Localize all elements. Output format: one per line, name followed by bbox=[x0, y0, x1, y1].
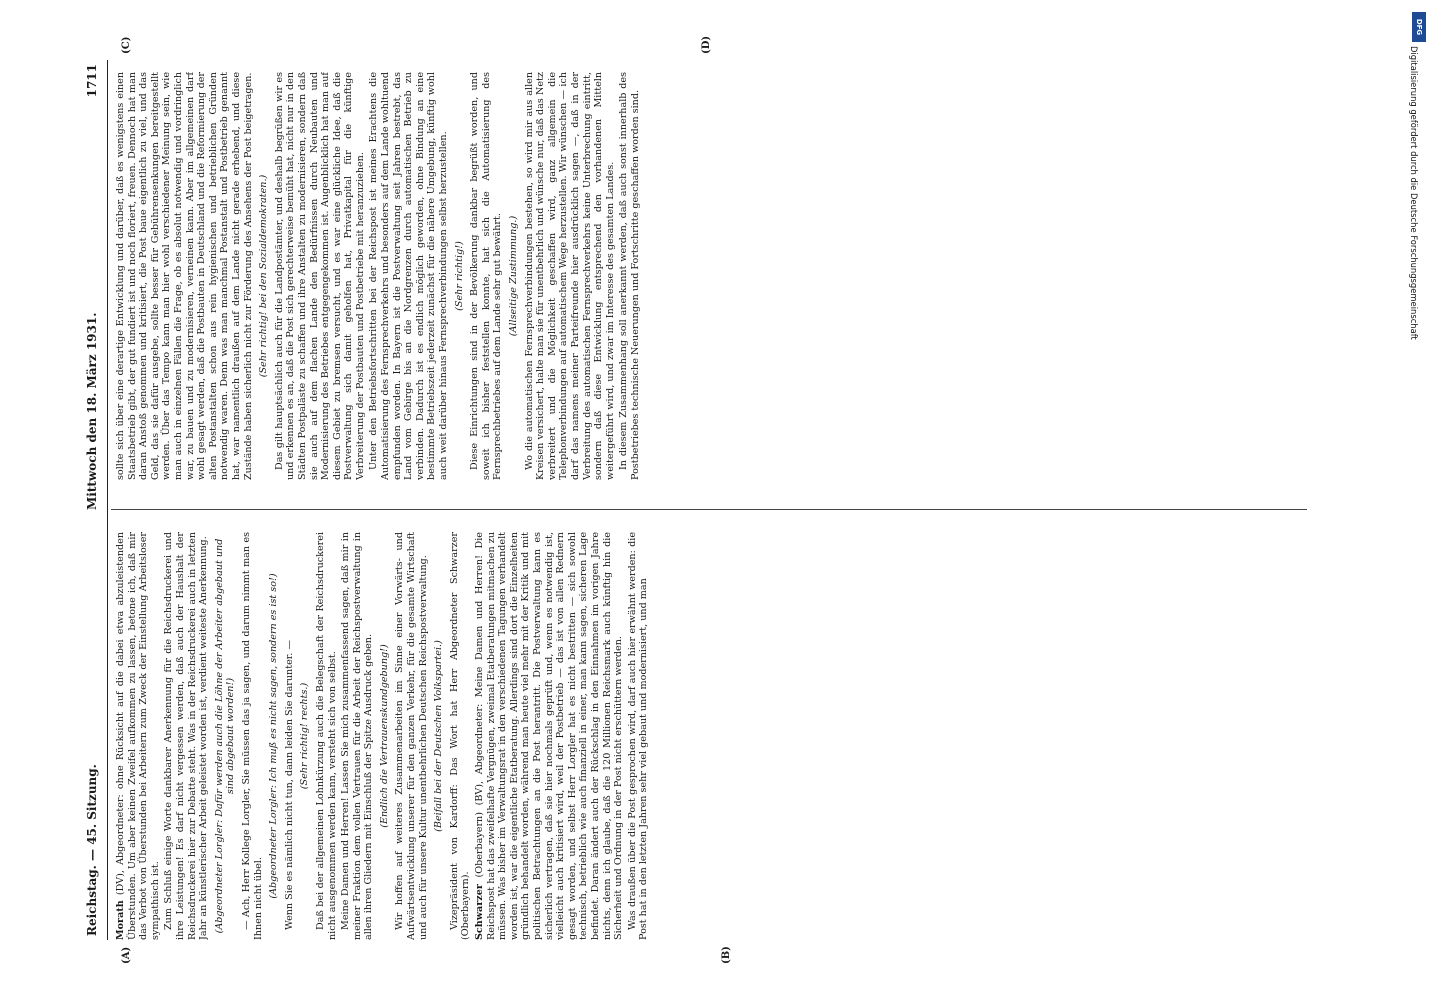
interjection: (Abgeordneter Lorgler: Ich muß es nicht sagen, sondern es ist so!) bbox=[268, 573, 280, 899]
column-divider bbox=[111, 509, 1307, 510]
margin-marker-b: (B) bbox=[721, 946, 732, 964]
paragraph bbox=[474, 532, 625, 940]
interjection: (Abgeordneter Lorgler: Dafür werden auch die Löhne der Arbeiter abgebaut und sind abgebaut worden!) bbox=[213, 538, 237, 934]
page-header bbox=[81, 60, 108, 940]
paragraph: Diese Einrichtungen sind in der Bevölkerung dankbar begrüßt worden, und soweit ich bisher feststellen konnte, hat sich die Automatisierung des Fernsprechbetriebes auf dem Lande sehr gut bewährt. bbox=[469, 72, 504, 480]
paragraph: Daß bei der allgemeinen Lohnkürzung auch die Belegschaft der Reichsdruckerei nicht ausgenommen werden kann, versteht sich von selbst. bbox=[314, 532, 338, 940]
paragraph: Zum Schluß einige Worte dankbarer Anerkennung für die Reichsdruckerei und ihre Leistungen! Es darf nicht vergessen werden, daß auch der Haushalt der Reichsdruckerei hier zur Debatte steht. Was in der Reichsdruckerei auch in letzten Jahr an künstlerischer Arbeit geleistet worden ist, verdient weiteste Anerkennung. bbox=[163, 532, 210, 940]
paragraph: Wir hoffen auf weiteres Zusammenarbeiten im Sinne einer Vorwärts- und Aufwärtsentwicklung unserer für den ganzen Verkehr, für die gesamte Wirtschaft und auch für unsere Kultur unentbehrlichen Deutschen Reichspostverwaltung. bbox=[394, 532, 429, 940]
header-date: Mittwoch den 18. März 1931. bbox=[85, 312, 99, 510]
dfg-logo: DFG bbox=[1412, 12, 1426, 42]
paragraph: In diesem Zusammenhang soll anerkannt werden, daß auch sonst innerhalb des Postbetriebes technische Neuerungen und Fortschritte geschaffen worden sind. bbox=[618, 72, 641, 480]
paragraph: Wo die automatischen Fernsprechverbindungen bestehen, so wird mir aus allen Kreisen versichert, halte man sie für unentbehrlich und wünsche nur, daß das Netz verbreitert und die Möglichkeit geschaffen wird, ganz allgemein die Telephonverbindungen auf automatischem Wege herzustellen. Wir wünschen — ich darf das namens meiner Parteifreunde hier ausdrücklich sagen —, daß in der Verbreitung des automatischen Fernsprechverkehrs keine Unterbrechung eintritt, sondern daß diese Entwicklung entsprechend den vorhandenen Mitteln weitergeführt wird, und zwar im Interesse des gesamten Landes. bbox=[523, 72, 616, 480]
speaker-name: Schwarzer bbox=[474, 884, 486, 940]
speech-text: (DV), Abgeordneter: ohne Rücksicht auf die dabei etwa abzuleistenden Überstunden. Um aber keinen Zweifel aufkommen zu lassen, betone ich, daß mir das Verbot von Überstunden bei Arbeitern zum Zweck der Einstellung Arbeitsloser sympathisch ist. bbox=[115, 532, 161, 940]
interjection: (Sehr richtig! bei den Sozialdemokraten.) bbox=[258, 174, 270, 378]
paragraph: Das gilt hauptsächlich auch für die Landpostämter, und deshalb begrüßen wir es und erkennen es an, daß die Post sich gerechterweise bemüht hat, nicht nur in den Städten Postpaläste zu schaffen und ihre Anstalten zu modernisieren, sondern daß sie auch auf dem flachen Lande den Bedürfnissen durch Neubauten und Modernisierung des Betriebes entgegengekommen ist. Augenblicklich hat man auf diesem Gebiet zu bremsen versucht, und es war eine glückliche Idee, daß die Postverwaltung sich damit geholfen hat, Privatkapital für die künftige Verbreiterung der Postbauten und Postbetriebe mit heranzuziehen. bbox=[273, 72, 366, 480]
paragraph: Vizepräsident von Kardorff: Das Wort hat Herr Abgeordneter Schwarzer (Oberbayern). bbox=[448, 532, 472, 940]
page-number: 1711 bbox=[85, 64, 99, 98]
speech-text: (Oberbayern) (BV), Abgeordneter: Meine Damen und Herren! Die Reichspost hat das zweifelhafte Vergnügen, zweimal Etatberatungen mitmachen zu müssen. Was bisher im Verwaltungsrat in den verschiedenen Tagungen verhandelt worden ist, war die eigentliche Etatberatung. Allerdings sind dort die Einzelheiten gründlich behandelt worden, während man heute viel mehr mit der Kritik und mit politischen Betrachtungen an die Post herantritt. Die Postverwaltung kann es sicherlich vertragen, daß sie hier nochmals geprüft und, wenn es notwendig ist, vielleicht auch kritisiert wird, weil der Postbetrieb — das ist von allen Rednern gesagt worden, und selbst Herr Lorgler hat es nicht bestritten — sich sowohl technisch, betrieblich wie auch finanziell in einer, man kann sagen, sicheren Lage befindet. Daran ändert auch der Rückschlag in den Einnahmen im vorigen Jahre nichts, denn ich glaube, daß die 120 Millionen Reichsmark auch künftig hin die Sicherheit und Ordnung in der Post nicht erschüttern werden. bbox=[474, 532, 625, 940]
interjection: (Beifall bei der Deutschen Volkspartei.) bbox=[433, 640, 445, 832]
margin-marker-c: (C) bbox=[121, 36, 132, 54]
right-text-column bbox=[115, 72, 1305, 480]
rotated-document-page bbox=[81, 35, 1313, 964]
header-session-title: Reichstag. — 45. Sitzung. bbox=[85, 764, 99, 936]
left-text-column bbox=[115, 532, 1305, 940]
paragraph: sollte sich über eine derartige Entwicklung und darüber, daß es wenigstens einen Staatsbetrieb gibt, der gut fundiert ist und noch floriert, freuen. Dennoch hat man daran Anstoß genommen und kritisiert, die Post baue eigentlich zu viel, und das Geld, das sie dafür ausgebe, sollte besser für Gebührensenkungen bereitgestellt werden. Über das Tempo kann man hier wohl verschiedener Meinung sein, wie man auch in einzelnen Fällen die Frage, ob es absolut notwendig und vordringlich war, zu bauen und zu modernisieren, verneinen kann. Aber im allgemeinen darf wohl gesagt werden, daß die Postbauten in Deutschland und die Reformierung der alten Postanstalten schon aus rein hygienischen und betrieblichen Gründen notwendig waren. Denn was man manchmal Postanstalt und Postbetrieb genannt hat, war namentlich draußen auf dem Lande nicht gerade erhebend, und diese Zustände haben sicherlich nicht zur Förderung des Ansehens der Post beigetragen. bbox=[115, 72, 254, 480]
paragraph: — Ach, Herr Kollege Lorgler, Sie müssen das ja sagen, und darum nimmt man es Ihnen nicht übel. bbox=[240, 532, 264, 940]
paragraph: Meine Damen und Herren! Lassen Sie mich zusammenfassend sagen, daß mir in meiner Fraktion dem vollen Vertrauen für die Arbeit der Reichspostverwaltung in allen ihren Gliedern mit Einschluß der Spitze Ausdruck geben. bbox=[340, 532, 375, 940]
paragraph bbox=[115, 532, 161, 940]
interjection: (Sehr richtig! rechts.) bbox=[299, 682, 311, 790]
interjection: (Endlich die Vertrauenskundgebung!) bbox=[378, 644, 390, 828]
speaker-name: Morath bbox=[115, 900, 126, 940]
interjection: (Allseitige Zustimmung.) bbox=[508, 215, 519, 337]
paragraph: Was draußen über die Post gesprochen wird, darf auch hier erwähnt werden: die Post hat in den letzten Jahren sehr viel gebaut und modernisiert, und man bbox=[626, 532, 650, 940]
margin-marker-a: (A) bbox=[121, 946, 132, 964]
dfg-sidebar bbox=[1408, 6, 1430, 996]
margin-marker-d: (D) bbox=[701, 35, 712, 54]
digitization-note: Digitalisierung gefördert durch die Deutsche Forschungsgemeinschaft bbox=[1409, 46, 1419, 340]
interjection: (Sehr richtig!) bbox=[453, 241, 465, 311]
paragraph: Unter den Betriebsfortschritten bei der Reichspost ist meines Erachtens die Automatisierung des Fernsprechverkehrs und besonders auf dem Lande wohltuend empfunden worden. In Bayern ist die Postverwaltung seit Jahren bestrebt, das Land vom Gebirge bis an die Nordgrenzen durch automatischen Betrieb zu verbinden. Dadurch ist es endlich möglich geworden, ohne Bindung an eine bestimmte Betriebszeit jederzeit zunächst für die nähere Umgebung, künftig wohl auch weit darüber hinaus Fernsprechverbindungen selbst herzustellen. bbox=[368, 72, 450, 480]
paragraph: Wenn Sie es nämlich nicht tun, dann leiden Sie darunter. — bbox=[283, 640, 295, 930]
